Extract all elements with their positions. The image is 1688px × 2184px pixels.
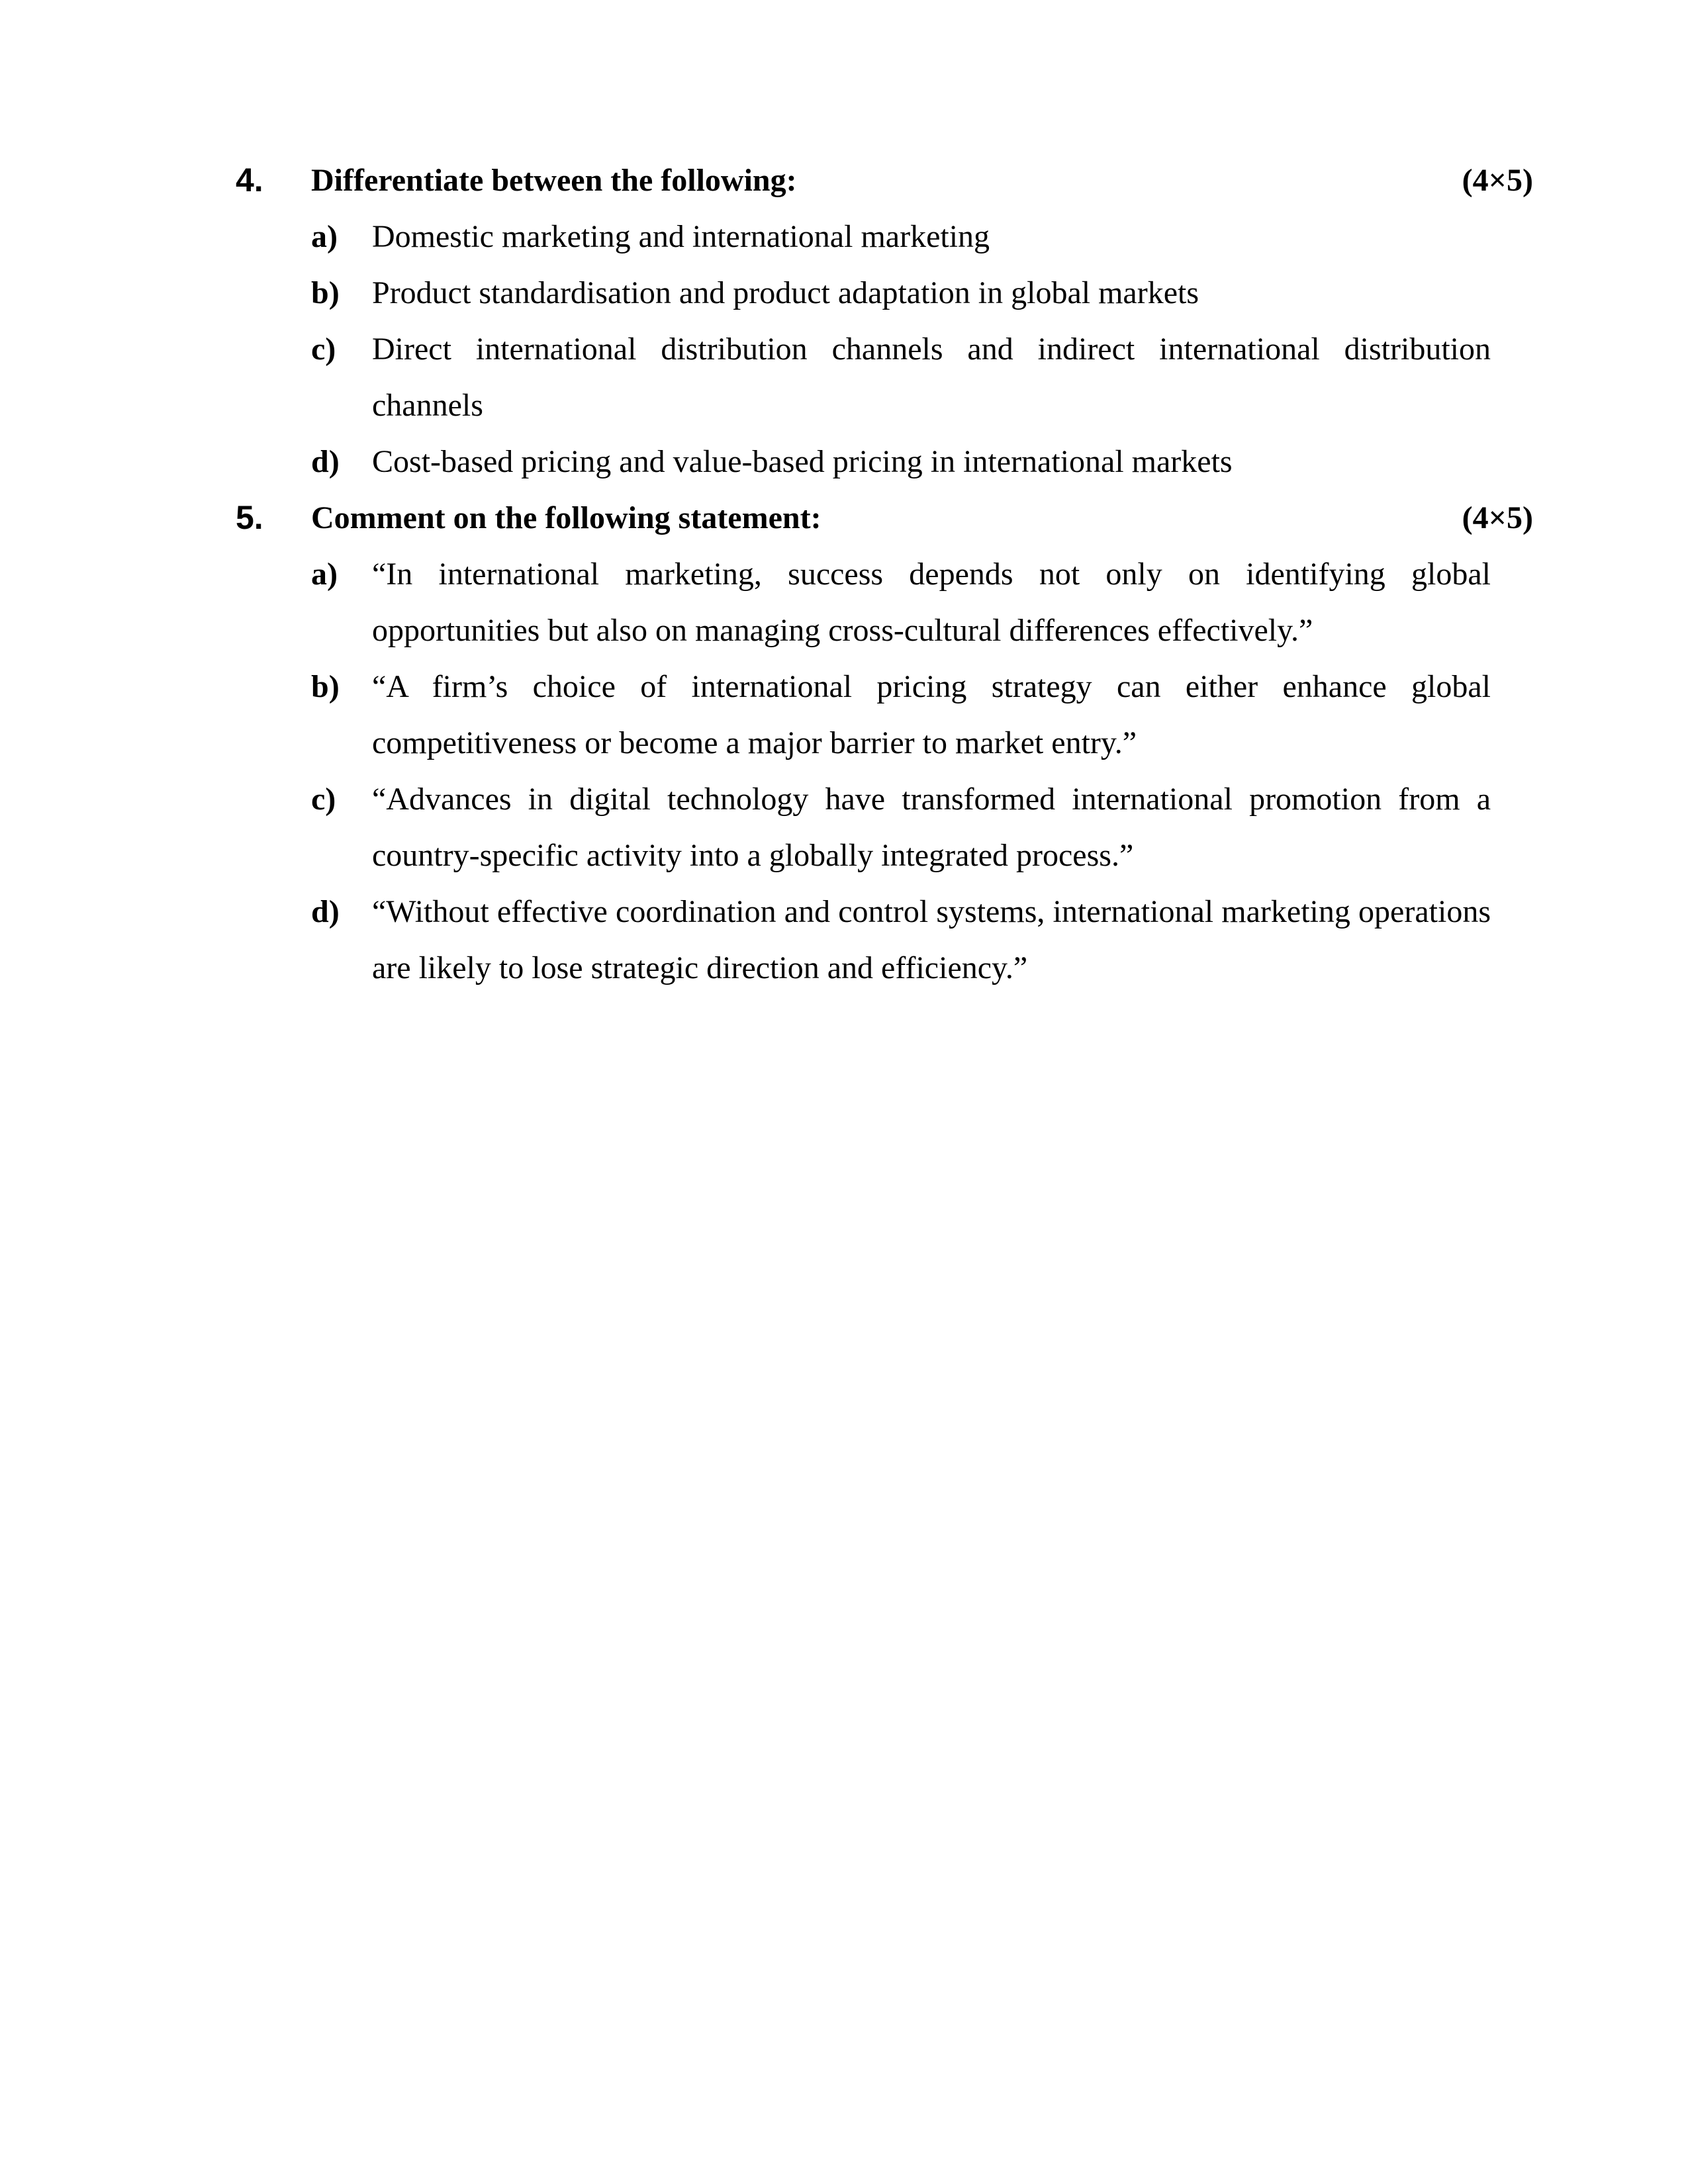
part-label: a) [311,557,338,592]
question-number: 4. [236,161,263,199]
question-parts [236,208,1533,490]
question-part [236,208,1491,265]
part-text: “Advances in digital technology have transformed international promotion from a country-specific activity into a globally integrated process.” [372,782,1491,873]
question-marks: (4×5) [1462,500,1533,535]
question-part [236,659,1491,771]
part-label: d) [311,894,340,929]
question-part [236,433,1491,490]
question-part [236,265,1491,321]
question-header [236,152,1533,208]
question-number: 5. [236,499,263,536]
part-label: b) [311,275,340,310]
question-part [236,884,1491,996]
part-text: “Without effective coordination and control systems, international marketing operations are likely to lose strategic direction and efficiency.” [372,894,1491,985]
part-label: c) [311,332,336,367]
part-text: “A firm’s choice of international pricing strategy can either enhance global competitiveness or become a major barrier to market entry.” [372,669,1491,760]
question-marks: (4×5) [1462,163,1533,198]
question-title: Differentiate between the following: [311,163,797,198]
question-part [236,771,1491,884]
part-text: Cost-based pricing and value-based pricing in international markets [372,444,1233,479]
part-label: c) [311,782,336,817]
part-text: Direct international distribution channels and indirect international distribution channels [372,332,1491,423]
part-label: b) [311,669,340,704]
part-text: Domestic marketing and international marketing [372,219,990,254]
part-text: “In international marketing, success depends not only on identifying global opportunities but also on managing cross-cultural differences effectively.” [372,557,1491,648]
question-title: Comment on the following statement: [311,500,821,535]
question-4 [236,152,1533,490]
part-text: Product standardisation and product adaptation in global markets [372,275,1199,310]
question-part [236,321,1491,433]
question-parts [236,546,1533,996]
question-part [236,546,1491,659]
part-label: d) [311,444,340,479]
question-header [236,490,1533,546]
question-5 [236,490,1533,996]
part-label: a) [311,219,338,254]
